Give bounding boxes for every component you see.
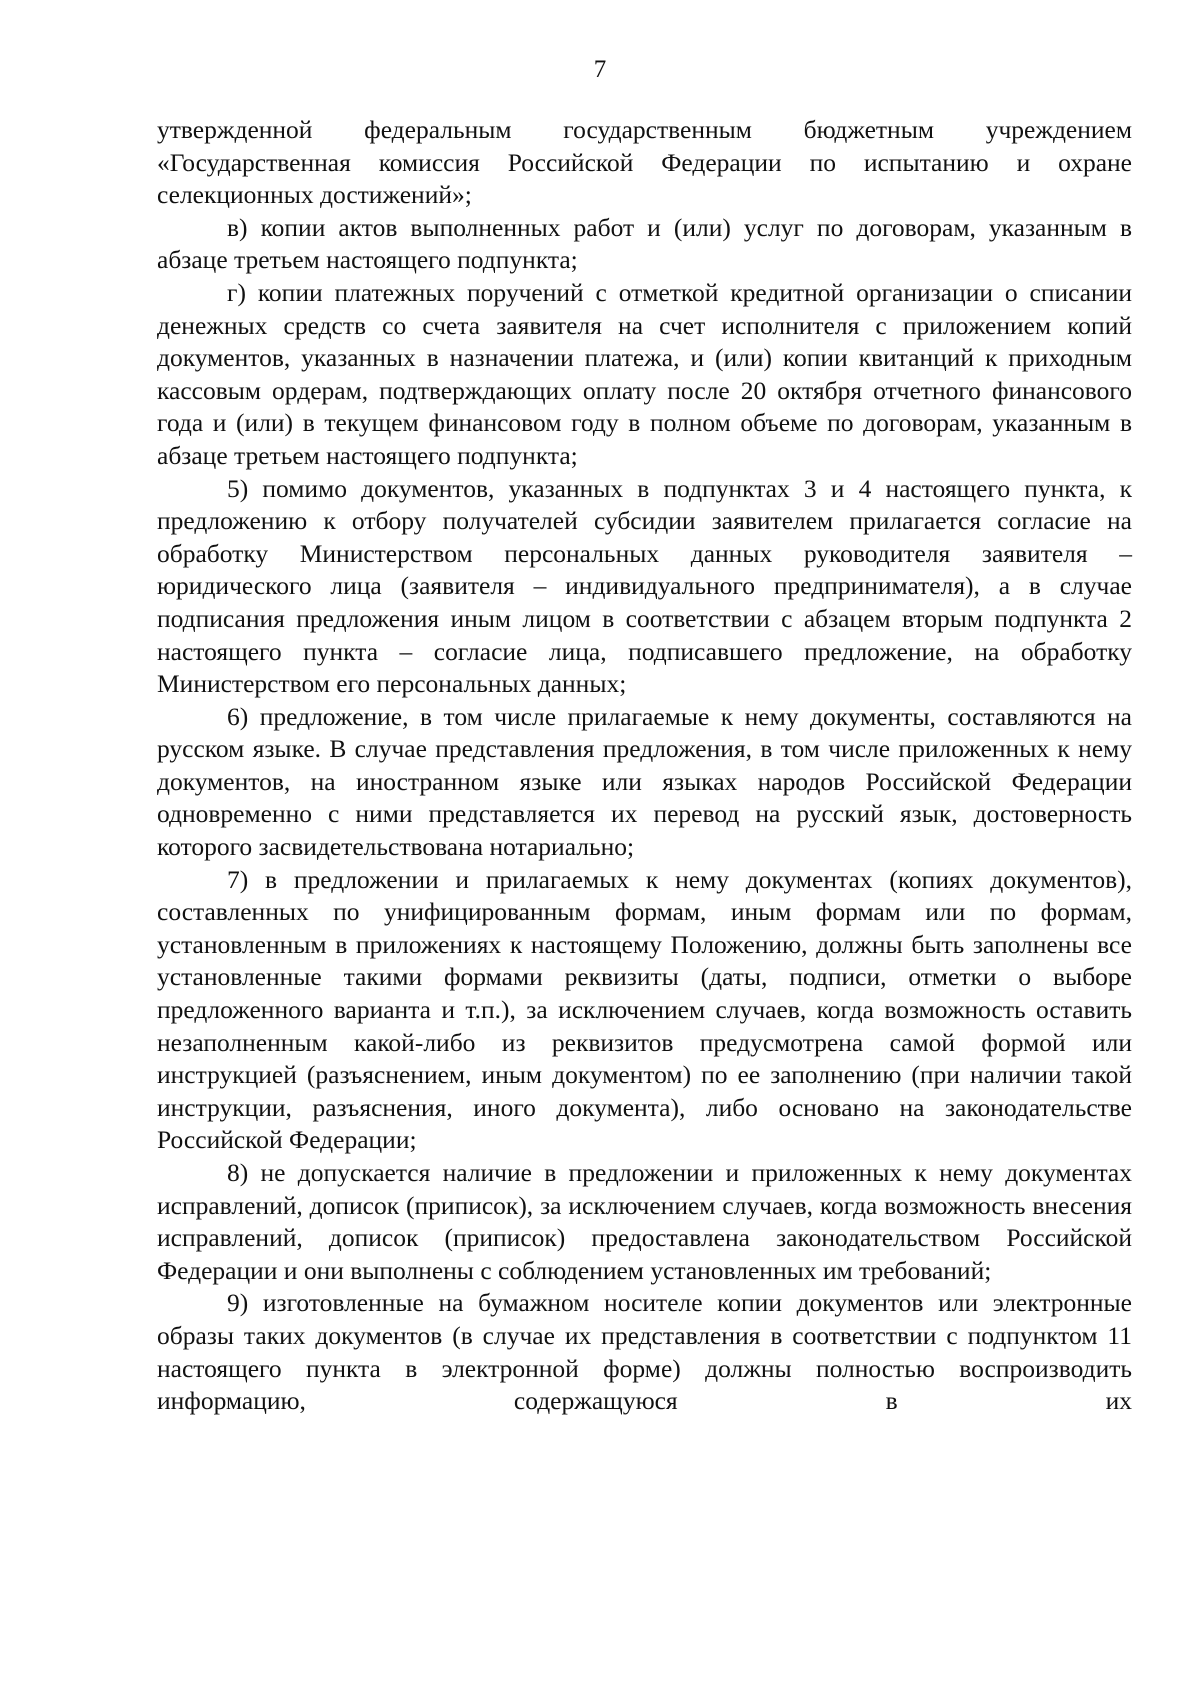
paragraph-item-6: 6) предложение, в том числе прилагаемые к нему документы, составляются на русском языке. В случае представления предложения, в том числе приложенных к нему документов, на иностранном языке или языках народов Российской Федерации одновременно с ними представляется их перевод на русский язык, достоверность которого засвидетельствована нотариально; [157,701,1132,862]
paragraph-item-5: 5) помимо документов, указанных в подпунктах 3 и 4 настоящего пункта, к предложению к отбору получателей субсидии заявителем прилагается согласие на обработку Министерством персональных данных руководителя заявителя – юридического лица (заявителя – индивидуального предпринимателя), а в случае подписания предложения иным лицом в соответствии с абзацем вторым подпункта 2 настоящего пункта – согласие лица, подписавшего предложение, на обработку Министерством его персональных данных; [157,473,1132,699]
document-body [157,114,1132,1418]
paragraph-item-8: 8) не допускается наличие в предложении и приложенных к нему документах исправлений, дописок (приписок), за исключением случаев, когда возможность внесения исправлений, дописок (приписок) предоставлена законодательством Российской Федерации и они выполнены с соблюдением установленных им требований; [157,1158,1132,1285]
page-number: 7 [593,56,607,83]
paragraph-item-g: г) копии платежных поручений с отметкой кредитной организации о списании денежных средств со счета заявителя на счет исполнителя с приложением копий документов, указанных в назначении платежа, и (или) копии квитанций к приходным кассовым ордерам, подтверждающих оплату после 20 октября отчетного финансового года и (или) в текущем финансовом году в полном объеме по договорам, указанным в абзаце третьем настоящего подпункта; [157,277,1132,470]
paragraph-item-7: 7) в предложении и прилагаемых к нему документах (копиях документов), составленных по унифицированным формам, иным формам или по формам, установленным в приложениях к настоящему Положению, должны быть заполнены все установленные такими формами реквизиты (даты, подписи, отметки о выборе предложенного варианта и т.п.), за исключением случаев, когда возможность оставить незаполненным какой-либо из реквизитов предусмотрена самой формой или инструкцией (разъяснением, иным документом) по ее заполнению (при наличии такой инструкции, разъяснения, иного документа), либо основано на законодательстве Российской Федерации; [157,864,1132,1155]
paragraph-continuation: утвержденной федеральным государственным бюджетным учреждением «Государственная комиссия Российской Федерации по испытанию и охране селекционных достижений»; [157,115,1132,210]
paragraph-item-9: 9) изготовленные на бумажном носителе копии документов или электронные образы таких документов (в случае их представления в соответствии с подпунктом 11 настоящего пункта в электронной форме) должны полностью воспроизводить информацию, содержащуюся в их [157,1288,1132,1416]
paragraph-item-v: в) копии актов выполненных работ и (или) услуг по договорам, указанным в абзаце третьем настоящего подпункта; [157,212,1132,275]
